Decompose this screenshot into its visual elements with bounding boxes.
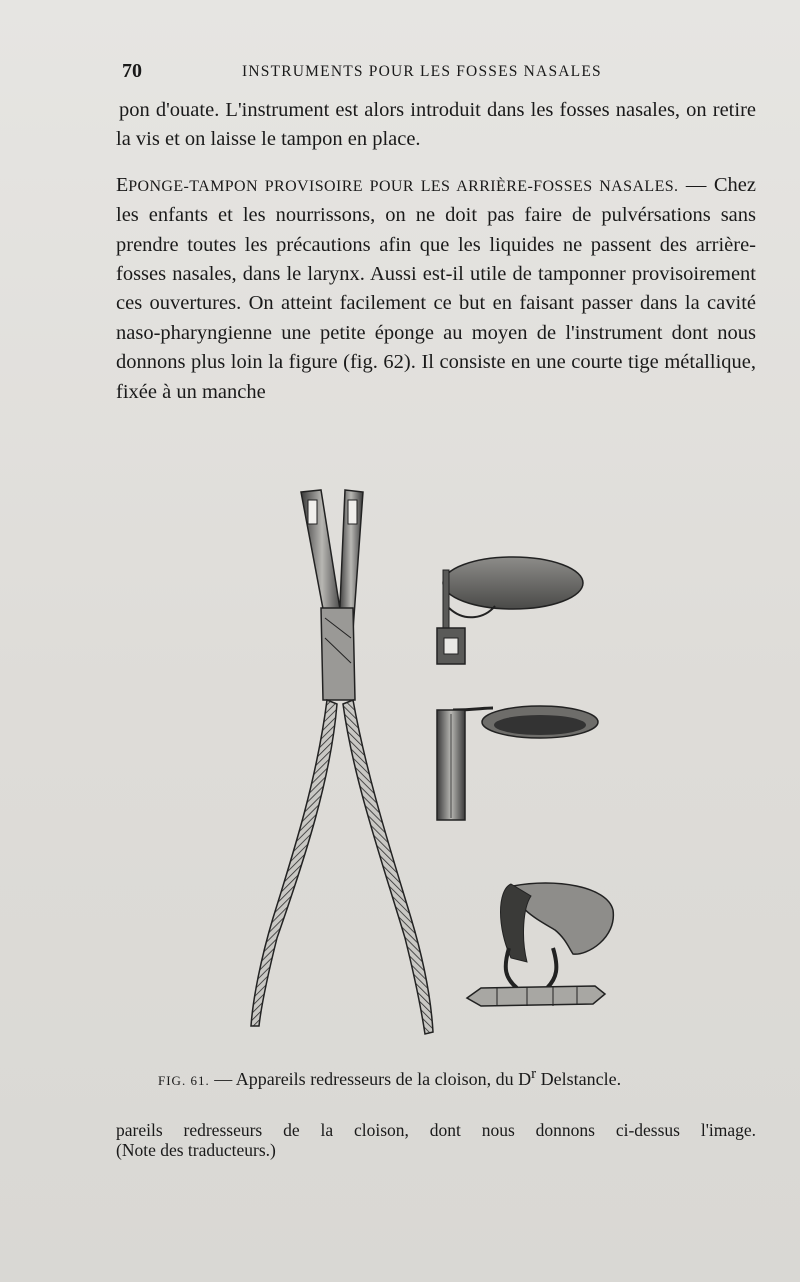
footnote-line-2: (Note des traducteurs.) bbox=[116, 1140, 276, 1160]
caption-superscript: r bbox=[531, 1066, 537, 1082]
page-header bbox=[122, 60, 752, 88]
section-title-initial: E bbox=[116, 173, 129, 196]
body-text bbox=[116, 96, 756, 407]
caption-end: Delstancle. bbox=[536, 1069, 622, 1089]
footnote-line-1: pareils redresseurs de la cloison, dont nous donnons ci-dessus l'image. bbox=[116, 1120, 756, 1140]
paragraph-2 bbox=[116, 171, 756, 407]
footnote bbox=[116, 1120, 756, 1160]
running-title: INSTRUMENTS POUR LES FOSSES NASALES bbox=[242, 63, 602, 80]
oval-plate-top bbox=[437, 557, 583, 664]
section-title: PONGE-TAMPON PROVISOIRE POUR LES ARRIÈRE-FOSSES NASALES. bbox=[128, 177, 679, 195]
page-number: 70 bbox=[122, 60, 142, 82]
figure-label: FIG. 61. bbox=[158, 1073, 210, 1088]
paragraph-1: pon d'ouate. L'instrument est alors introduit dans les fosses nasales, on retire la vis et on laisse le tampon en place. bbox=[116, 99, 756, 151]
forceps-instrument bbox=[251, 490, 433, 1034]
paragraph-2-body: — Chez les enfants et les nourrissons, on ne doit pas faire de pulvérsations sans prendre toutes les précautions afin que les liquides ne passent des arrière-fosses nasales, dans le larynx. Aussi est-il utile de tamponner provisoirement ces ouvertures. On atteint facilement ce but en faisant passer dans la cavité naso-pharyngienne une petite éponge au moyen de l'instrument dont nous donnons plus loin la figure (fig. 62). Il consiste en une courte tige métallique, fixée à un manche bbox=[116, 173, 757, 403]
figure-61 bbox=[235, 478, 615, 1038]
expander-instrument bbox=[467, 883, 613, 1006]
caption-text: — Appareils redresseurs de la cloison, du D bbox=[209, 1069, 532, 1089]
oval-plate-middle bbox=[437, 706, 598, 820]
engraving-illustration bbox=[235, 478, 615, 1038]
figure-caption bbox=[158, 1066, 758, 1090]
